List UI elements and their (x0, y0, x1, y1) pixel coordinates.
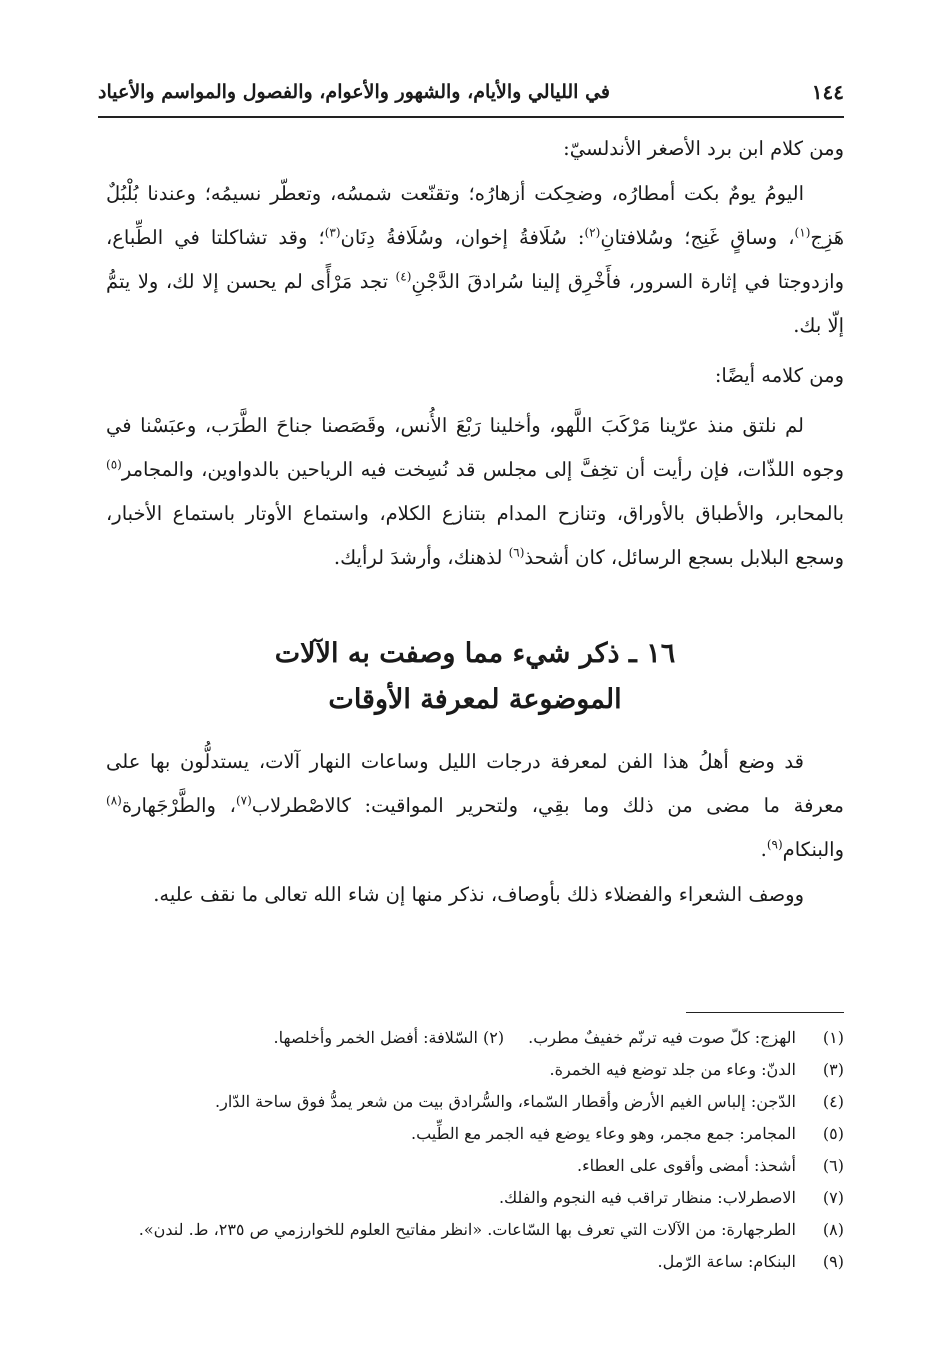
footnote-ref-4[interactable]: (٤) (395, 269, 412, 284)
paragraph-2-text-c: لذهنك، وأرشدَ لرأيك. (333, 546, 509, 569)
footnotes (94, 1022, 844, 1278)
footnote-text-2: السّلافة: أفضل الخمر وأخلصها. (273, 1028, 478, 1047)
footnote-ref-7[interactable]: (٧) (235, 793, 252, 808)
footnote-number: (٩) (822, 1252, 844, 1271)
paragraph-1-text-c: : سُلَافةُ إخوان، وسُلَافةُ دِنَان (340, 226, 585, 249)
paragraph-1-text-d: ؛ وقد تشاكلتا في الطِّباع، وازدوجتا في إثارة السرور، فأَخْرِق إلينا سُرادقَ الدَّجْنِ (106, 226, 845, 293)
paragraph-4: ووصف الشعراء والفضلاء ذلك بأوصاف، نذكر منها إن شاء الله تعالى ما نقف عليه. (153, 883, 804, 906)
footnote-text: الدنّ: وعاء من جلد توضع فيه الخمرة. (549, 1060, 796, 1079)
paragraph-3-text-a: قد وضع أهلُ هذا الفن لمعرفة درجات الليل وساعات النهار آلات، يستدلُّون بها على معرفة ما مضى من ذلك وما بقِي، ولتحرير المواقيت: كالاصْطرلاب (106, 750, 845, 817)
paragraph-3-text-c: والبنكام (782, 838, 844, 861)
paragraph-2-text-b: بالمحابر، والأطباق بالأوراق، وتنازح المدام بتنازع الكلام، واستماع الأوتار باستماع الأخبار، وسجع البلابل بسجع الرسائل، كان أشحذ (106, 502, 844, 569)
paragraph-3-text-d: . (760, 838, 767, 861)
paragraph-3-text-b: ، والطَّرْجَهارة (121, 794, 236, 817)
footnote-item (94, 1054, 844, 1086)
footnote-number: (٦) (822, 1156, 844, 1175)
header-rule (98, 116, 844, 118)
running-title: في الليالي والأيام، والشهور والأعوام، والفصول والمواسم والأعياد (98, 81, 610, 103)
footnote-text: المجامر: جمع مجمر، وهو وعاء يوضع فيه الجمر مع الطِّيب. (411, 1124, 796, 1143)
footnote-ref-5[interactable]: (٥) (106, 457, 122, 472)
footnote-item (94, 1150, 844, 1182)
footnote-text: الاصطرلاب: منظار تراقب فيه النجوم والفلك. (498, 1188, 796, 1207)
footnote-number: (٧) (822, 1188, 844, 1207)
footnote-ref-9[interactable]: (٩) (766, 837, 783, 852)
paragraph-3 (106, 740, 844, 872)
footnote-ref-3[interactable]: (٣) (324, 225, 341, 240)
running-header (98, 70, 844, 114)
paragraph-1-text-a: اليومُ يومٌ بكت أمطارُه، وضحِكت أزهارُه؛ وتقنّعت شمسُه، وتعطّر نسيمُه؛ وعندنا بُلْبُلٌ هَزِج (106, 182, 845, 249)
footnote-item (94, 1086, 844, 1118)
footnote-ref-8[interactable]: (٨) (106, 793, 122, 808)
footnote-number: (٥) (822, 1124, 844, 1143)
paragraph-2 (106, 404, 844, 580)
section-heading-line-1: ١٦ ـ ذكر شيء مما وصفت به الآلات (274, 638, 676, 669)
footnote-number: (٣) (822, 1060, 844, 1079)
footnote-text-1: الهزج: كلّ صوت فيه ترنّم خفيفٌ مطرب. (528, 1028, 796, 1047)
footnote-text: أشحذ: أمضى وأقوى على العطاء. (577, 1156, 796, 1175)
intro-line-1: ومن كلام ابن برد الأصغر الأندلسيّ: (563, 137, 844, 160)
footnote-ref-1[interactable]: (١) (794, 225, 811, 240)
footnote-ref-2[interactable]: (٢) (584, 225, 601, 240)
footnote-number: (٤) (822, 1092, 844, 1111)
paragraph-1-text-b: ، وساقٍ غَنِج؛ وسُلافتانِ (600, 226, 795, 249)
footnote-number: (١) (822, 1028, 844, 1047)
footnote-separator (686, 1012, 844, 1013)
footnote-text: البنكام: ساعة الرّمل. (657, 1252, 796, 1271)
section-heading-line-2: الموضوعة لمعرفة الأوقات (328, 684, 622, 715)
footnote-ref-6[interactable]: (٦) (508, 545, 525, 560)
footnote-number: (٨) (822, 1220, 844, 1239)
paragraph-1 (106, 172, 844, 348)
paragraph-2-text-a: لم نلتق منذ عرّينا مَرْكَبَ اللَّهو، وأخلينا رَبْعَ الأُنس، وقَصَصنا جناحَ الطَّرَب، وعبَسْنا في وجوه اللذّات، فإن رأيت أن تخِفَّ إلى مجلس قد نُسِخت فيه الرياحين بالدواوين، والمجامر (106, 414, 844, 481)
footnote-item (94, 1182, 844, 1214)
footnote-item (94, 1022, 844, 1054)
footnote-text: الدّجن: إلباس الغيم الأرض وأقطار السّماء، والسُّرادق بيت من شعر يمدُّ فوق ساحة الدّار. (215, 1092, 796, 1111)
footnote-text (94, 1022, 796, 1054)
footnote-item (94, 1118, 844, 1150)
paragraph-1-text-e: تجد مَرْأًى لم يحسن إلا لك، ولا يتمُّ إلّا بك. (106, 270, 844, 337)
footnote-item (94, 1214, 844, 1246)
footnote-number-2: (٢) (483, 1028, 505, 1047)
intro-line-2: ومن كلامه أيضًا: (714, 364, 844, 387)
footnote-text: الطرجهارة: من الآلات التي تعرف بها السّاعات. «انظر مفاتيح العلوم للخوارزمي ص ٢٣٥، ط. لندن». (138, 1220, 796, 1239)
page-number: ١٤٤ (811, 80, 844, 104)
footnote-item (94, 1246, 844, 1278)
